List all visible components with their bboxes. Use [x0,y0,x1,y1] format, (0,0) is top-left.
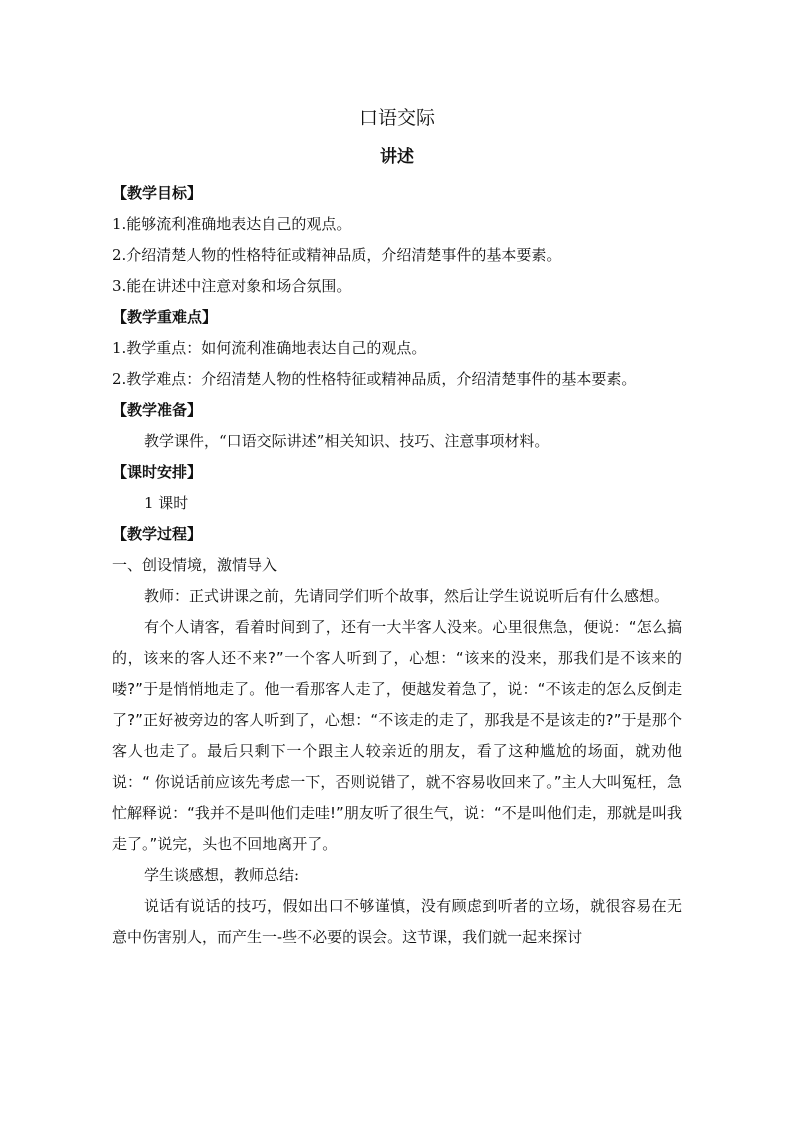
goals-heading: 【教学目标】 [112,184,203,202]
story-paragraph: 有个人请客，看着时间到了，还有一大半客人没来。心里很焦急，便说：“怎么搞的，该来的客人还不来?”一个客人听到了，心想：“该来的没来，那我们是不该来的喽?”于是悄悄地走了。他一看那客人走了，便越发着急了，说：“不该走的怎么反倒走了?”正好被旁边的客人听到了，心想：“不该走的走了，那我是不是该走的?”于是那个客人也走了。最后只剩下一个跟主人较亲近的朋友，看了这种尴尬的场面，就劝他说：“ 你说话前应该先考虑一下，否则说错了，就不容易收回来了。”主人大叫冤枉，急忙解释说：“我并不是叫他们走哇!”朋友听了很生气，说：“不是叫他们走，那就是叫我走了。”说完，头也不回地离开了。 [112,618,682,853]
schedule-text: 1 课时 [144,494,189,512]
conclusion-paragraph: 说话有说话的技巧，假如出口不够谨慎，没有顾虑到听者的立场，就很容易在无意中伤害别人，而产生一-些不必要的误会。这节课，我们就一起来探讨 [112,897,682,946]
teacher-intro-paragraph: 教师：正式讲课之前，先请同学们听个故事，然后让学生说说听后有什么感想。 [144,587,670,605]
schedule-heading: 【课时安排】 [112,463,203,481]
page-subtitle: 讲述 [380,147,414,167]
goal-item: 3.能在讲述中注意对象和场合氛围。 [112,277,352,295]
process-heading: 【教学过程】 [112,525,203,543]
step-one-heading: 一、创设情境，激情导入 [112,556,278,574]
key-points-heading: 【教学重难点】 [112,308,218,326]
key-point-item: 2.教学难点：介绍清楚人物的性格特征或精神品质，介绍清楚事件的基本要素。 [112,370,637,388]
page-title: 口语交际 [358,107,435,129]
goal-item: 2.介绍清楚人物的性格特征或精神品质，介绍清楚事件的基本要素。 [112,246,562,264]
key-point-item: 1.教学重点：如何流利准确地表达自己的观点。 [112,339,427,357]
goal-item: 1.能够流利准确地表达自己的观点。 [112,215,352,233]
preparation-heading: 【教学准备】 [112,401,203,419]
preparation-text: 教学课件，“口语交际讲述”相关知识、技巧、注意事项材料。 [144,432,550,450]
student-summary-line: 学生谈感想，教师总结: [144,866,300,884]
